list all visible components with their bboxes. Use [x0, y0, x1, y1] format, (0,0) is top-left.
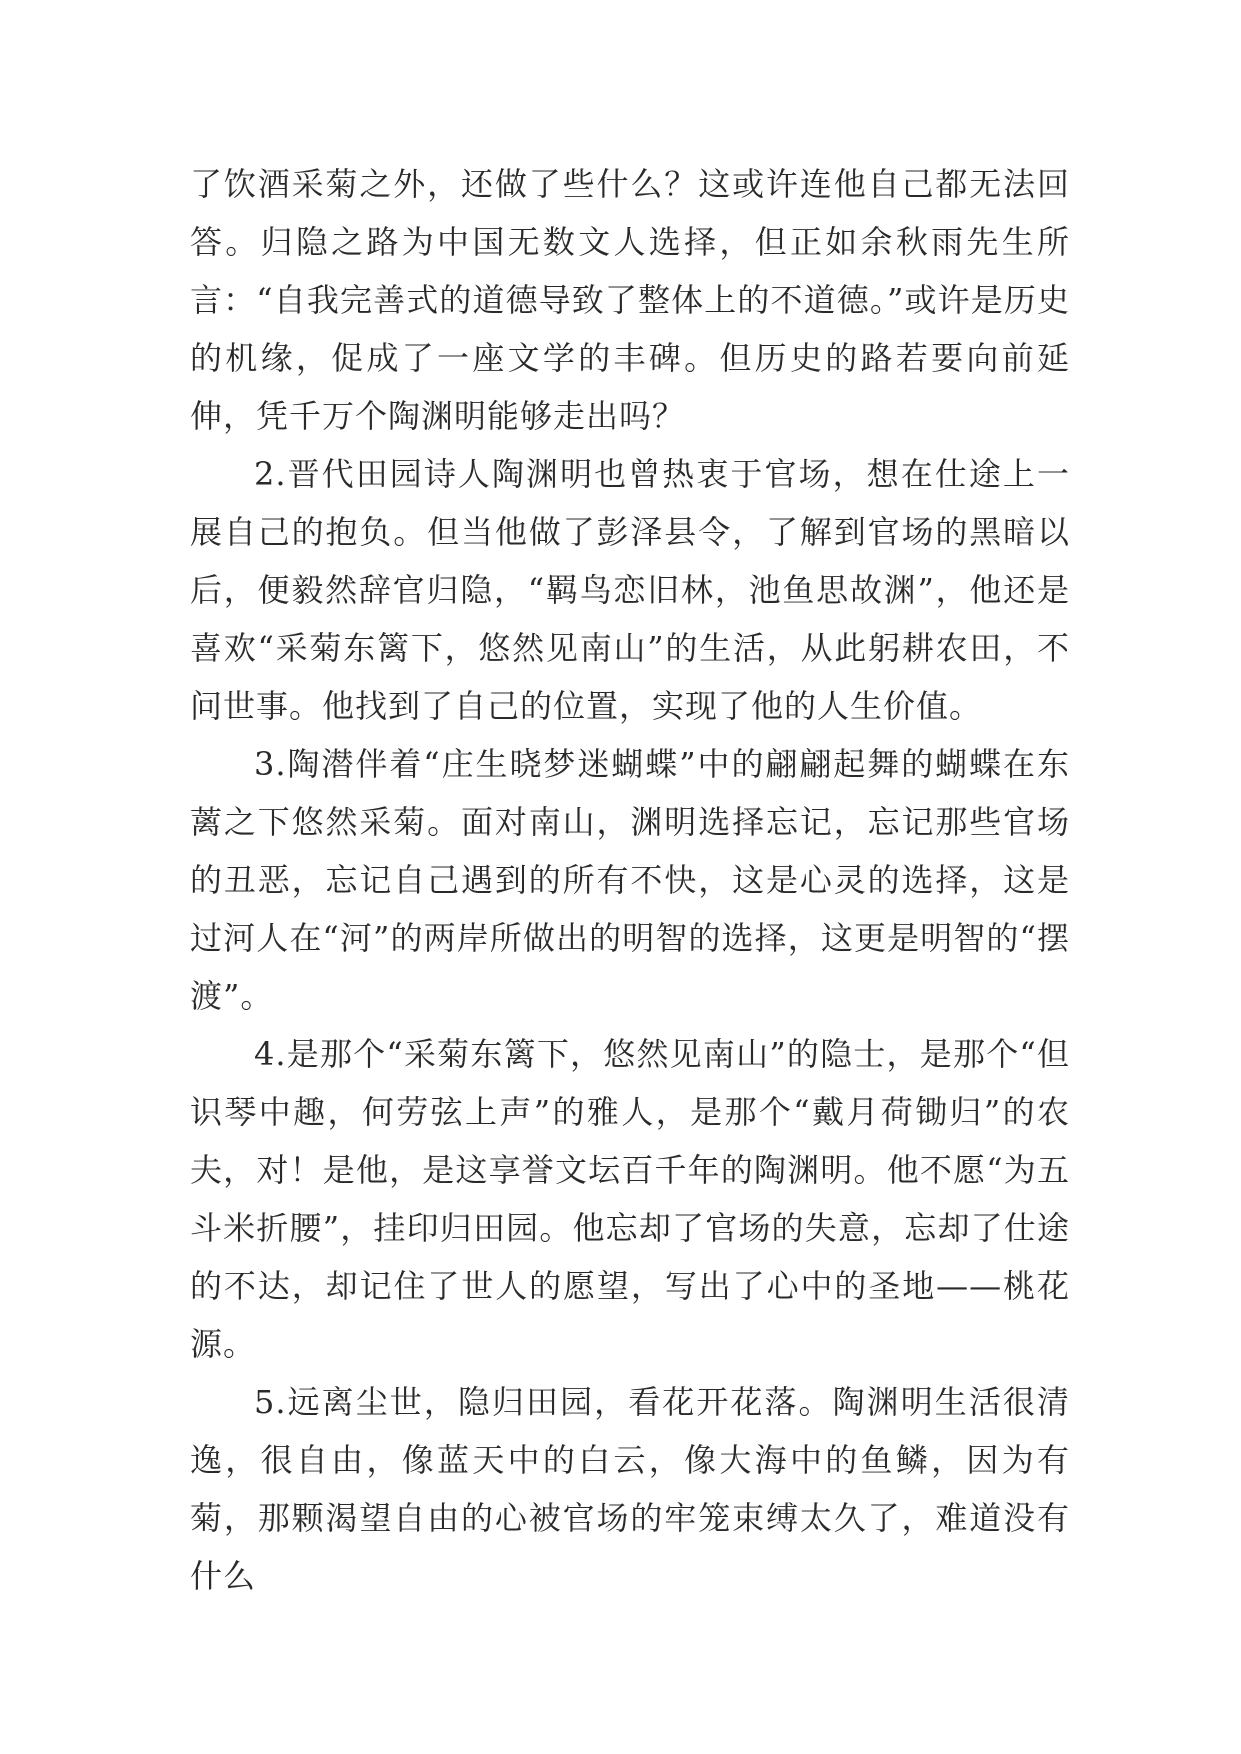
paragraph-5: 5.远离尘世，隐归田园，看花开花落。陶渊明生活很清逸，很自由，像蓝天中的白云，像大海中的鱼鳞，因为有菊，那颗渴望自由的心被官场的牢笼束缚太久了，难道没有什么 [190, 1383, 1070, 1595]
paragraph-continuation: 了饮酒采菊之外，还做了些什么？这或许连他自己都无法回答。归隐之路为中国无数文人选择，但正如余秋雨先生所言：“自我完善式的道德导致了整体上的不道德。”或许是历史的机缘，促成了一座文学的丰碑。但历史的路若要向前延伸，凭千万个陶渊明能够走出吗？ [190, 165, 1070, 435]
document-body [190, 155, 1070, 1605]
paragraph-4: 4.是那个“采菊东篱下，悠然见南山”的隐士，是那个“但识琴中趣，何劳弦上声”的雅人，是那个“戴月荷锄归”的农夫，对！是他，是这享誉文坛百千年的陶渊明。他不愿“为五斗米折腰”，挂印归田园。他忘却了官场的失意，忘却了仕途的不达，却记住了世人的愿望，写出了心中的圣地——桃花源。 [190, 1035, 1070, 1363]
paragraph-2: 2.晋代田园诗人陶渊明也曾热衷于官场，想在仕途上一展自己的抱负。但当他做了彭泽县令，了解到官场的黑暗以后，便毅然辞官归隐，“羁鸟恋旧林，池鱼思故渊”，他还是喜欢“采菊东篱下，悠然见南山”的生活，从此躬耕农田，不问世事。他找到了自己的位置，实现了他的人生价值。 [190, 455, 1070, 725]
paragraph-3: 3.陶潜伴着“庄生晓梦迷蝴蝶”中的翩翩起舞的蝴蝶在东蓠之下悠然采菊。面对南山，渊明选择忘记，忘记那些官场的丑恶，忘记自己遇到的所有不快，这是心灵的选择，这是过河人在“河”的两岸所做出的明智的选择，这更是明智的“摆渡”。 [190, 745, 1070, 1015]
